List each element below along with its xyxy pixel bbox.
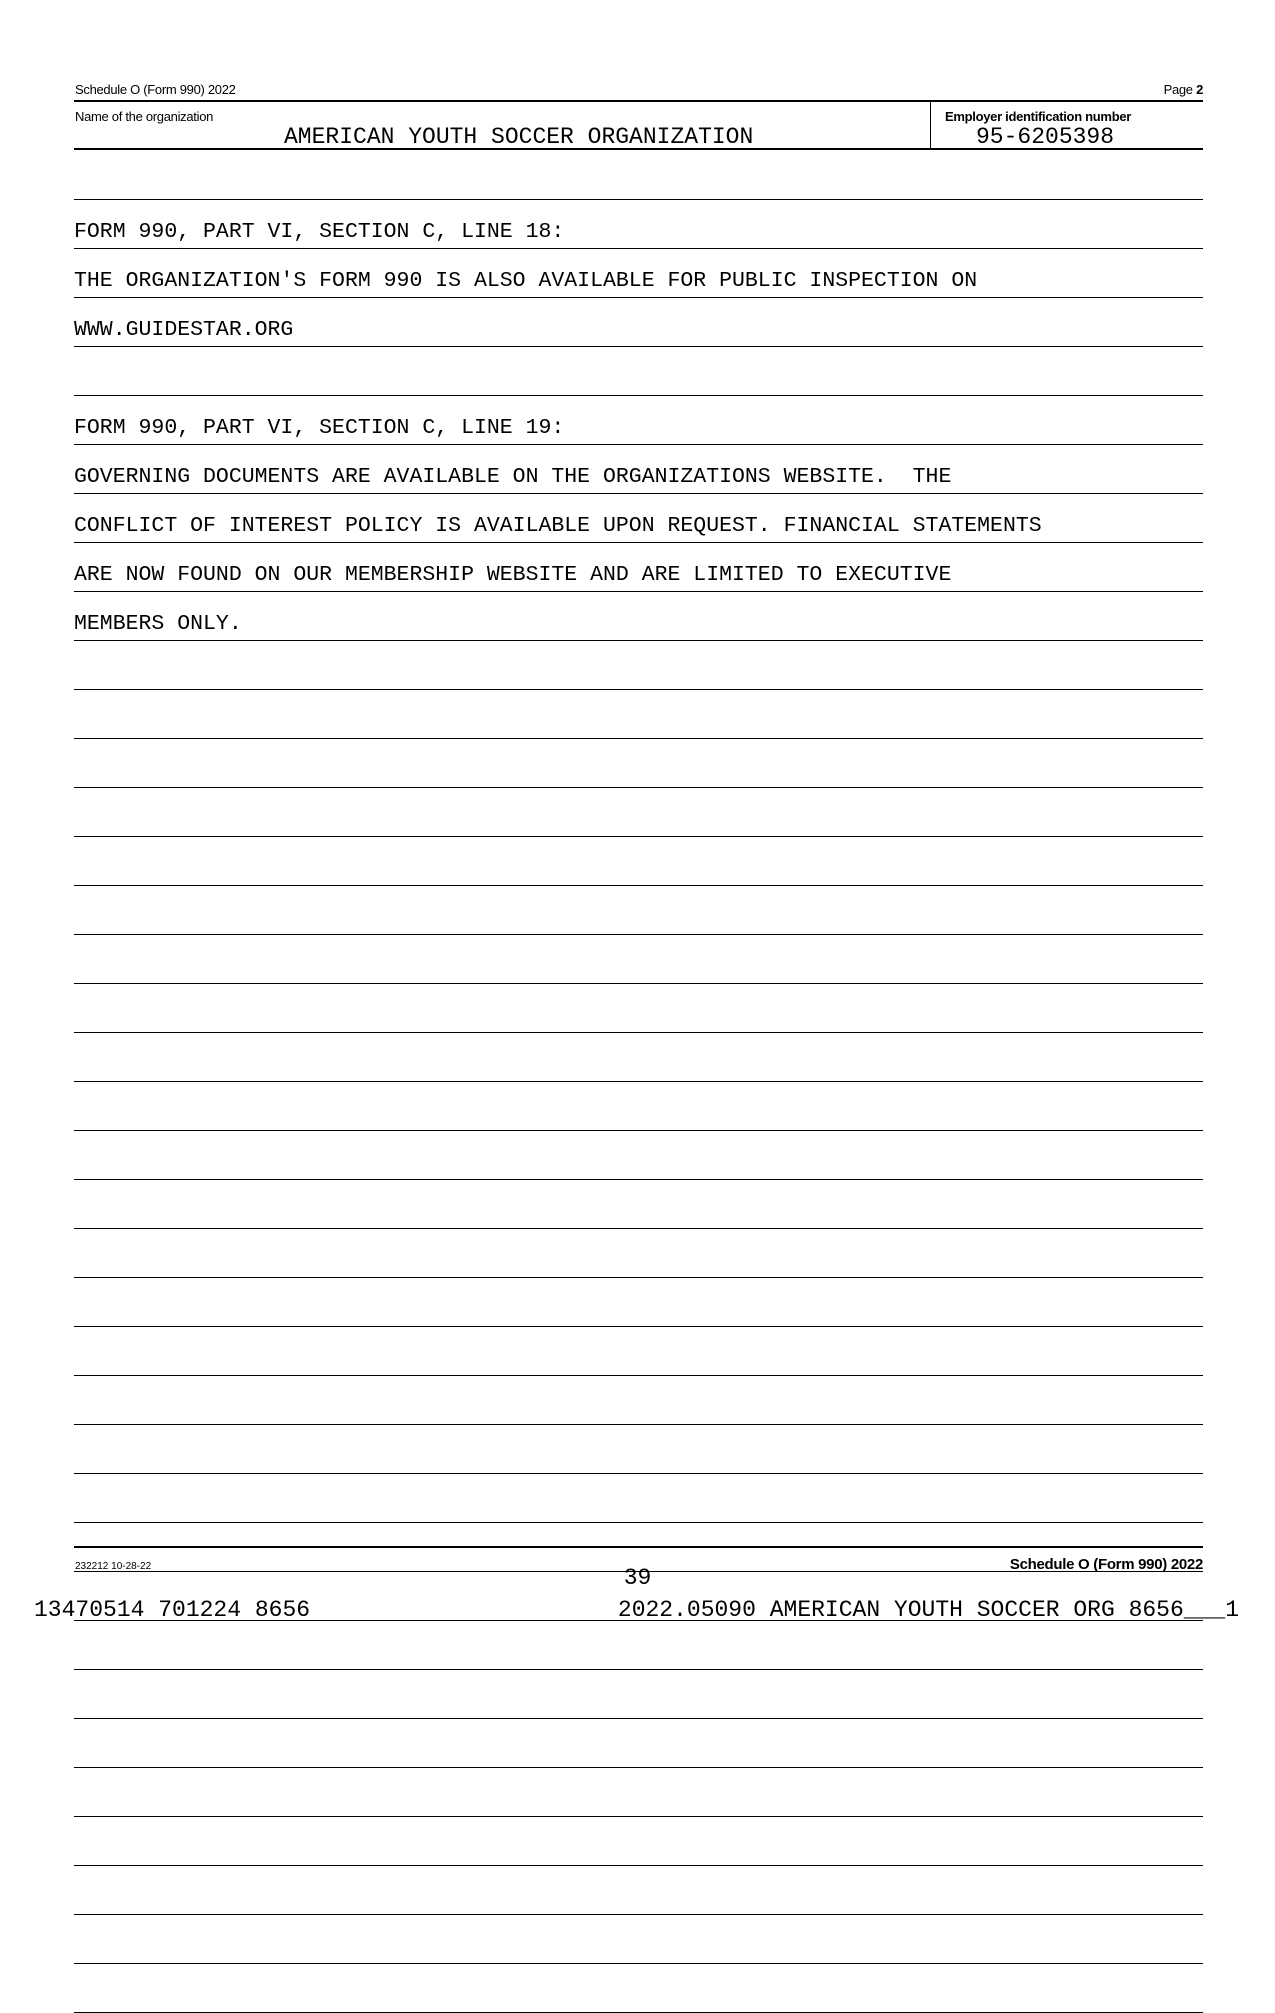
line-text: FORM 990, PART VI, SECTION C, LINE 19:: [74, 416, 565, 440]
line-text: GOVERNING DOCUMENTS ARE AVAILABLE ON THE ORGANIZATIONS WEBSITE. THE: [74, 465, 952, 489]
text-line: [74, 935, 1203, 984]
text-line: [74, 592, 1203, 641]
text-line: [74, 1817, 1203, 1866]
text-line: [74, 1131, 1203, 1180]
line-text: THE ORGANIZATION'S FORM 990 IS ALSO AVAILABLE FOR PUBLIC INSPECTION ON: [74, 269, 978, 293]
text-line: [74, 1376, 1203, 1425]
text-line: [74, 396, 1203, 445]
batch-id: 13470514 701224 8656: [34, 1597, 311, 1623]
continuation-lines: [74, 151, 1203, 2013]
text-line: [74, 1033, 1203, 1082]
text-line: [74, 739, 1203, 788]
text-line: [74, 543, 1203, 592]
line-text: WWW.GUIDESTAR.ORG: [74, 318, 294, 342]
schedule-footer-label: Schedule O (Form 990) 2022: [1009, 1556, 1203, 1573]
text-line: [74, 1670, 1203, 1719]
text-line: [74, 837, 1203, 886]
line-text: CONFLICT OF INTEREST POLICY IS AVAILABLE UPON REQUEST. FINANCIAL STATEMENTS: [74, 514, 1042, 538]
text-line: [74, 298, 1203, 347]
filing-id: 2022.05090 AMERICAN YOUTH SOCCER ORG 8656___1: [617, 1597, 1239, 1623]
text-line: [74, 347, 1203, 396]
text-line: [74, 1327, 1203, 1376]
ein-cell: [930, 102, 1204, 148]
text-line: [74, 1621, 1203, 1670]
page-number: 2: [1196, 82, 1203, 97]
page-sequence-number: 39: [623, 1565, 652, 1591]
text-line: [74, 151, 1203, 200]
text-line: [74, 1768, 1203, 1817]
text-line: [74, 690, 1203, 739]
text-line: [74, 200, 1203, 249]
line-text: FORM 990, PART VI, SECTION C, LINE 18:: [74, 220, 565, 244]
text-line: [74, 1719, 1203, 1768]
text-line: [74, 445, 1203, 494]
ein-label: Employer identification number: [945, 109, 1132, 124]
text-line: [74, 641, 1203, 690]
line-text: ARE NOW FOUND ON OUR MEMBERSHIP WEBSITE AND ARE LIMITED TO EXECUTIVE: [74, 563, 952, 587]
line-text: MEMBERS ONLY.: [74, 612, 242, 636]
text-line: [74, 984, 1203, 1033]
text-line: [74, 1229, 1203, 1278]
form-code: 232212 10-28-22: [75, 1561, 152, 1572]
organization-header: [74, 100, 1203, 150]
text-line: [74, 1278, 1203, 1327]
text-line: [74, 1082, 1203, 1131]
page-label: Page: [1163, 82, 1193, 97]
ein-value: 95-6205398: [976, 124, 1115, 150]
footer-rule: [74, 1546, 1203, 1548]
text-line: [74, 1425, 1203, 1474]
page-indicator: [1164, 82, 1203, 97]
text-line: [74, 494, 1203, 543]
text-line: [74, 1964, 1203, 2013]
text-line: [74, 1915, 1203, 1964]
name-label: Name of the organization: [75, 109, 214, 124]
text-line: [74, 788, 1203, 837]
text-line: [74, 1474, 1203, 1523]
organization-name: AMERICAN YOUTH SOCCER ORGANIZATION: [284, 124, 754, 150]
form-title: Schedule O (Form 990) 2022: [75, 82, 236, 97]
text-line: [74, 1180, 1203, 1229]
text-line: [74, 886, 1203, 935]
text-line: [74, 249, 1203, 298]
text-line: [74, 1866, 1203, 1915]
